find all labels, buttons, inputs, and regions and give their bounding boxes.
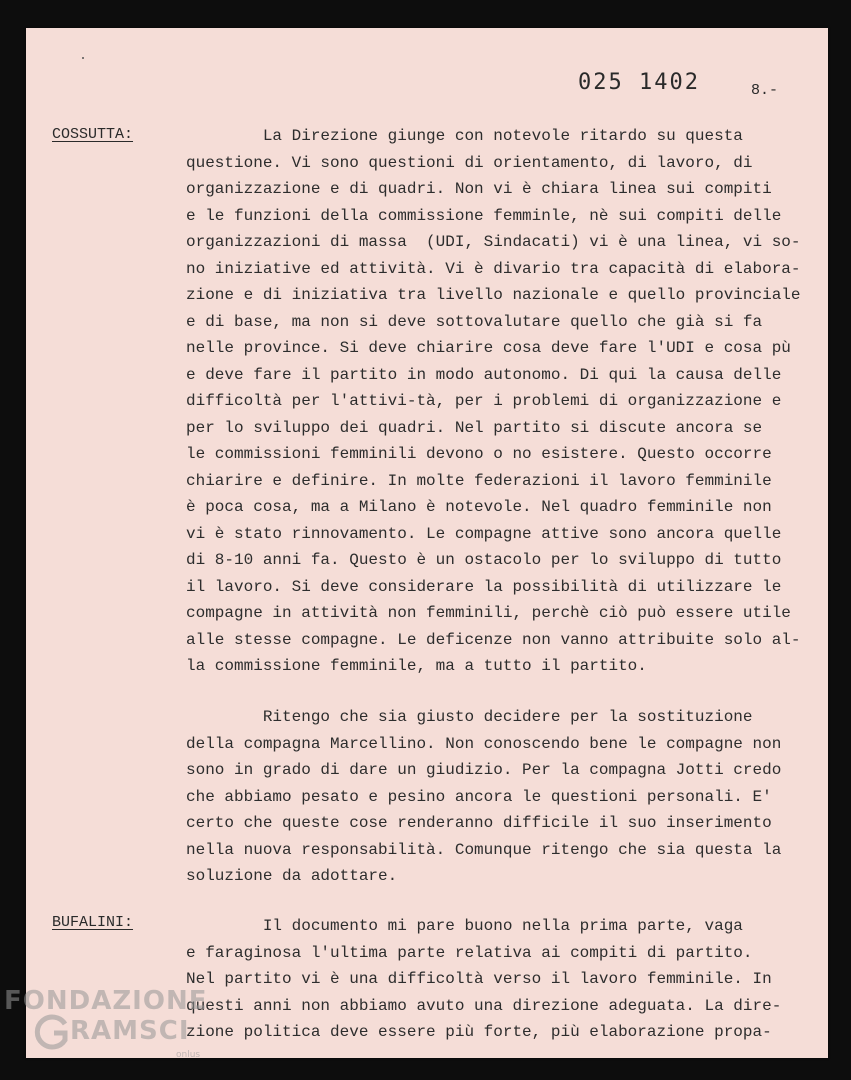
paper-speck xyxy=(82,57,84,59)
text-line: e deve fare il partito in modo autonomo. Di qui la causa delle xyxy=(186,365,782,384)
text-line: nella nuova responsabilità. Comunque ritengo che sia questa la xyxy=(186,840,782,859)
text-line: organizzazioni di massa (UDI, Sindacati) vi è una linea, vi so- xyxy=(186,233,801,251)
text-line: le commissioni femminili devono o no esistere. Questo occorre xyxy=(186,445,772,463)
text-line: per lo sviluppo dei quadri. Nel partito si discute ancora se xyxy=(186,418,763,437)
text-line: chiarire e definire. In molte federazioni il lavoro femminile xyxy=(186,471,772,490)
text-line: alle stesse compagne. Le deficenze non vanno attribuite solo al- xyxy=(186,630,801,649)
cossutta-paragraph-1 xyxy=(186,123,812,680)
text-line: questione. Vi sono questioni di orientamento, di lavoro, di xyxy=(186,153,753,172)
text-line: soluzione da adottare. xyxy=(186,867,398,885)
bufalini-paragraph-1 xyxy=(186,913,812,1046)
text-line: zione e di iniziativa tra livello nazionale e quello provinciale xyxy=(186,286,801,304)
text-line: compagne in attività non femminili, perchè ciò può essere utile xyxy=(186,604,791,622)
text-line: della compagna Marcellino. Non conoscendo bene le compagne non xyxy=(186,734,782,753)
text-line: certo che queste cose renderanno difficile il suo inserimento xyxy=(186,814,772,832)
text-line: difficoltà per l'attivi-tà, per i problemi di organizzazione e xyxy=(186,392,782,410)
watermark-line-1: FONDAZIONE xyxy=(4,986,208,1016)
text-line: è poca cosa, ma a Milano è notevole. Nel quadro femminile non xyxy=(186,498,772,516)
text-line: sono in grado di dare un giudizio. Per la compagna Jotti credo xyxy=(186,761,782,779)
watermark-line-2: RAMSCI xyxy=(70,1016,190,1046)
typewritten-page xyxy=(26,28,828,1058)
speaker-cossutta: COSSUTTA: xyxy=(52,126,134,143)
text-line: no iniziative ed attività. Vi è divario tra capacità di elabora- xyxy=(186,259,801,278)
text-line: La Direzione giunge con notevole ritardo su questa xyxy=(186,127,743,145)
cossutta-paragraph-2 xyxy=(186,704,812,890)
text-line: organizzazione e di quadri. Non vi è chiara linea sui compiti xyxy=(186,180,772,198)
text-line: vi è stato rinnovamento. Le compagne attive sono ancora quelle xyxy=(186,524,782,543)
text-line: la commissione femminile, ma a tutto il partito. xyxy=(186,657,647,675)
text-line: il lavoro. Si deve considerare la possibilità di utilizzare le xyxy=(186,577,782,596)
page-number: 8.- xyxy=(751,82,779,99)
text-line: Ritengo che sia giusto decidere per la sostituzione xyxy=(186,708,753,726)
text-line: di 8-10 anni fa. Questo è un ostacolo per lo sviluppo di tutto xyxy=(186,551,782,569)
text-line: questi anni non abbiamo avuto una direzione adeguata. La dire- xyxy=(186,996,782,1015)
text-line: e faraginosa l'ultima parte relativa ai compiti di partito. xyxy=(186,943,753,962)
text-line: nelle province. Si deve chiarire cosa deve fare l'UDI e cosa pù xyxy=(186,339,791,357)
watermark-suffix: onlus xyxy=(176,1050,201,1060)
document-number: 025 1402 xyxy=(578,70,700,95)
text-line: Nel partito vi è una difficoltà verso il lavoro femminile. In xyxy=(186,970,772,988)
text-line: Il documento mi pare buono nella prima parte, vaga xyxy=(186,917,743,935)
text-line: zione politica deve essere più forte, più elaborazione propa- xyxy=(186,1023,772,1041)
text-line: e di base, ma non si deve sottovalutare quello che già si fa xyxy=(186,312,763,331)
speaker-bufalini: BUFALINI: xyxy=(52,914,134,931)
text-line: e le funzioni della commissione femminle, nè sui compiti delle xyxy=(186,206,782,225)
text-line: che abbiamo pesato e pesino ancora le questioni personali. E' xyxy=(186,787,772,806)
